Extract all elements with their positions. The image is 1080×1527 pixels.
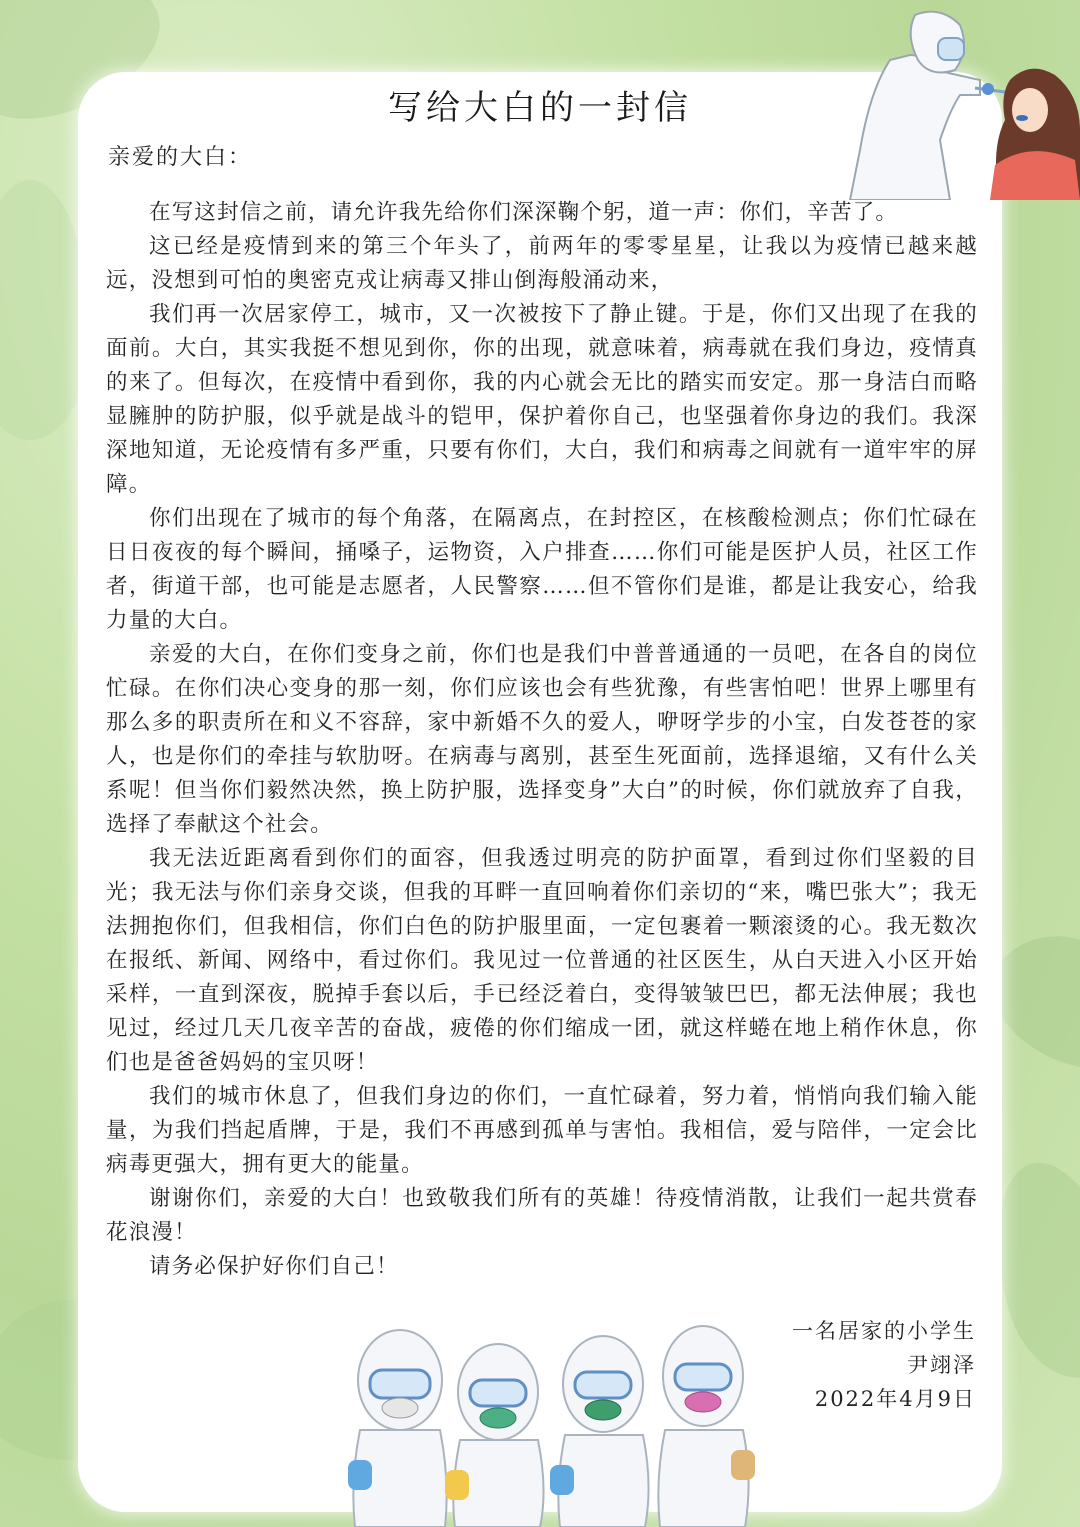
paragraph: 我们的城市休息了，但我们身边的你们，一直忙碌着，努力着，悄悄向我们输入能量，为我们挡起盾牌，于是，我们不再感到孤单与害怕。我相信，爱与陪伴，一定会比病毒更强大，拥有更大的能量。 bbox=[106, 1084, 978, 1177]
paragraph: 谢谢你们，亲爱的大白！也致敬我们所有的英雄！待疫情消散，让我们一起共赏春花浪漫！ bbox=[106, 1186, 978, 1245]
paragraph: 我无法近距离看到你们的面容，但我透过明亮的防护面罩，看到过你们坚毅的目光；我无法与你们亲身交谈，但我的耳畔一直回响着你们亲切的“来，嘴巴张大”；我无法拥抱你们，但我相信，你们白色的防护服里面，一定包裹着一颗滚烫的心。我无数次在报纸、新闻、网络中，看过你们。我见过一位普通的社区医生，从白天进入小区开始采样，一直到深夜，脱掉手套以后，手已经泛着白，变得皱皱巴巴，都无法伸展；我也见过，经过几天几夜辛苦的奋战，疲倦的你们缩成一团，就这样蜷在地上稍作休息，你们也是爸爸妈妈的宝贝呀！ bbox=[106, 846, 978, 1075]
letter-body bbox=[106, 196, 978, 1284]
page-title: 写给大白的一封信 bbox=[388, 88, 692, 128]
letter-date: 2022年4月9日 bbox=[814, 1387, 976, 1411]
author-name: 尹翊泽 bbox=[907, 1353, 976, 1377]
paragraph: 请务必保护好你们自己！ bbox=[149, 1254, 399, 1279]
paragraph: 这已经是疫情到来的第三个年头了，前两年的零零星星，让我以为疫情已越来越远，没想到可怕的奥密克戎让病毒又排山倒海般涌动来， bbox=[106, 234, 978, 293]
signature-block bbox=[792, 1314, 976, 1416]
paragraph: 亲爱的大白，在你们变身之前，你们也是我们中普普通通的一员吧，在各自的岗位忙碌。在你们决心变身的那一刻，你们应该也会有些犹豫，有些害怕吧！世界上哪里有那么多的职责所在和义不容辞，家中新婚不久的爱人，咿呀学步的小宝，白发苍苍的家人，也是你们的牵挂与软肋呀。在病毒与离别，甚至生死面前，选择退缩，又有什么关系呢！但当你们毅然决然，换上防护服，选择变身”大白”的时候，你们就放弃了自我，选择了奉献这个社会。 bbox=[106, 642, 978, 837]
paragraph: 在写这封信之前，请允许我先给你们深深鞠个躬，道一声：你们，辛苦了。 bbox=[149, 200, 899, 225]
paragraph: 你们出现在了城市的每个角落，在隔离点，在封控区，在核酸检测点；你们忙碌在日日夜夜的每个瞬间，捅嗓子，运物资，入户排查……你们可能是医护人员，社区工作者，街道干部，也可能是志愿者，人民警察……但不管你们是谁，都是让我安心，给我力量的大白。 bbox=[106, 506, 978, 633]
author-description: 一名居家的小学生 bbox=[792, 1319, 976, 1343]
leaf-decoration bbox=[0, 180, 90, 440]
health-workers-illustration bbox=[340, 1310, 760, 1527]
paragraph: 我们再一次居家停工，城市，又一次被按下了静止键。于是，你们又出现了在我的面前。大白，其实我挺不想见到你，你的出现，就意味着，病毒就在我们身边，疫情真的来了。但每次，在疫情中看到你，我的内心就会无比的踏实而安定。那一身洁白而略显臃肿的防护服，似乎就是战斗的铠甲，保护着你自己，也坚强着你身边的我们。我深深地知道，无论疫情有多严重，只要有你们，大白，我们和病毒之间就有一道牢牢的屏障。 bbox=[106, 302, 978, 497]
salutation: 亲爱的大白： bbox=[108, 145, 253, 170]
